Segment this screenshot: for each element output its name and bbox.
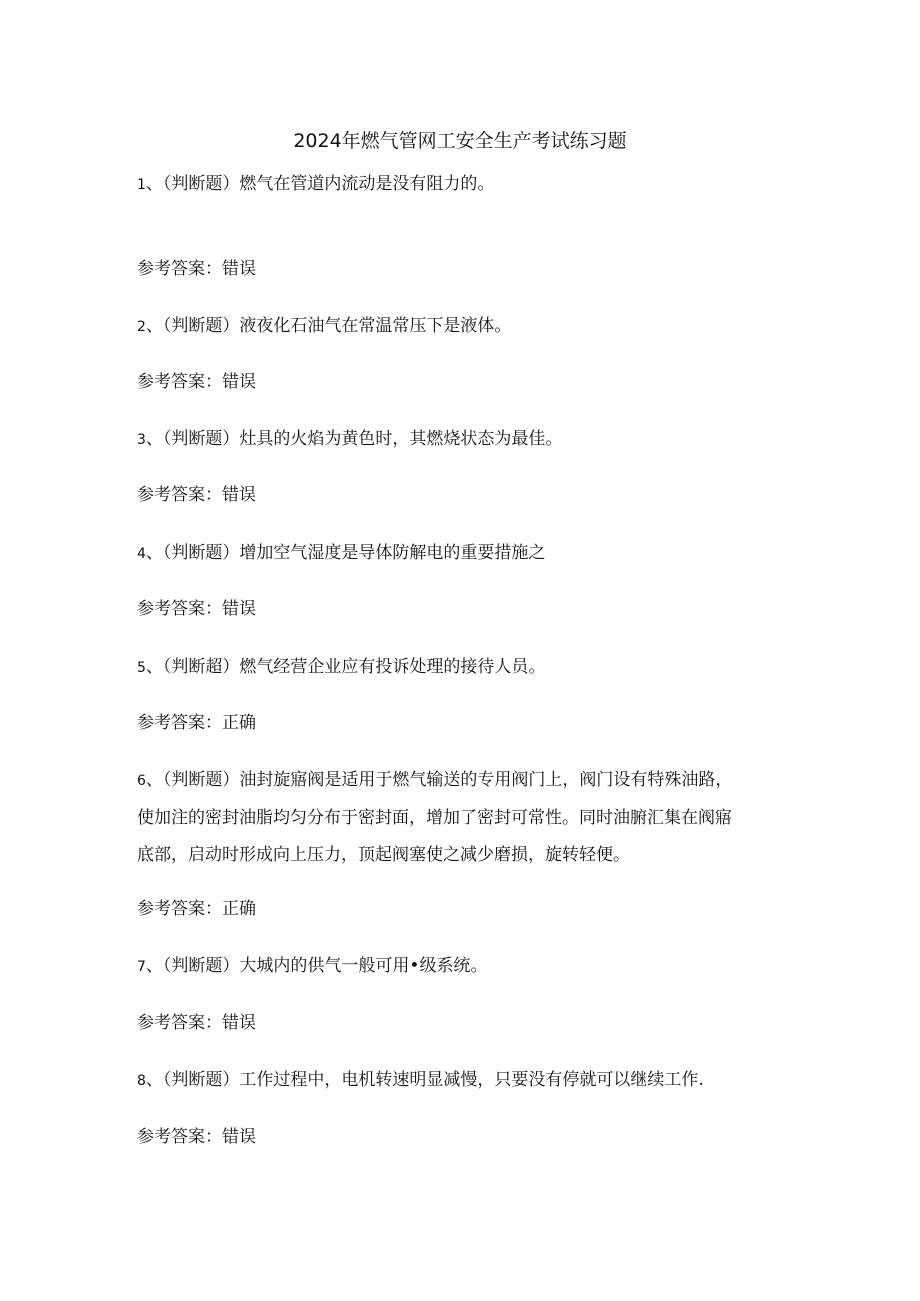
question-separator: 、 [145, 316, 163, 336]
question-line: （判断题）灶具的火焰为黄色时，其燃烧状态为最佳。 [162, 429, 563, 449]
answer-5: 参考答案：正确 [137, 713, 256, 733]
answer-2: 参考答案：错误 [137, 372, 256, 392]
answer-7: 参考答案：错误 [137, 1013, 256, 1033]
question-3 [137, 421, 802, 459]
question-separator: 、 [145, 1070, 163, 1090]
answer-6: 参考答案：正确 [137, 899, 256, 919]
question-text [137, 649, 802, 687]
question-separator: 、 [145, 770, 163, 790]
answer-3: 参考答案：错误 [137, 485, 256, 505]
question-line: 底部，启动时形成向上压力，顶起阀塞使之减少磨损，旋转轻便。 [137, 845, 630, 865]
question-number: 4 [137, 546, 146, 562]
question-line: （判断题）油封旋寤阀是适用于燃气输送的专用阀门上，阀门设有特殊油路， [162, 770, 733, 790]
answer-4: 参考答案：错误 [137, 599, 256, 619]
question-separator: 、 [145, 174, 163, 194]
question-number: 2 [137, 319, 146, 335]
question-separator: 、 [145, 543, 163, 563]
question-separator: 、 [145, 429, 163, 449]
question-1 [137, 166, 802, 204]
question-line: （判断题）液夜化石油气在常温常压下是液体。 [162, 316, 512, 336]
question-line: （判断题）增加空气湿度是导体防解电的重要措施之 [162, 543, 546, 563]
answer-1: 参考答案：错误 [137, 259, 256, 279]
question-number: 3 [137, 432, 146, 448]
question-number: 5 [137, 660, 146, 676]
question-text [137, 421, 802, 459]
question-number: 6 [137, 773, 146, 789]
question-5 [137, 649, 802, 687]
question-7 [137, 948, 802, 986]
document-title: 2024年燃气管网工安全生产考试练习题 [293, 130, 627, 152]
question-text [137, 762, 802, 800]
question-line: （判断题）大城内的供气一般可用•级系统。 [162, 956, 488, 976]
question-text [137, 308, 802, 346]
question-4 [137, 535, 802, 573]
question-line: （判断超）燃气经营企业应有投诉处理的接待人员。 [162, 657, 546, 677]
question-number: 8 [137, 1073, 146, 1089]
question-number: 7 [137, 959, 146, 975]
question-number: 1 [137, 177, 146, 193]
question-text [137, 535, 802, 573]
question-line: 使加注的密封油脂均匀分布于密封面，增加了密封可常性。同时油腑汇集在阀寤 [137, 808, 732, 828]
question-text [137, 166, 802, 204]
question-text [137, 1062, 802, 1100]
question-line: （判断题）工作过程中，电机转速明显减慢，只要没有停就可以继续工作. [162, 1070, 704, 1090]
question-8 [137, 1062, 802, 1100]
answer-8: 参考答案：错误 [137, 1127, 256, 1147]
question-2 [137, 308, 802, 346]
question-line: （判断题）燃气在管道内流动是没有阻力的。 [162, 174, 495, 194]
question-separator: 、 [145, 657, 163, 677]
question-separator: 、 [145, 956, 163, 976]
question-text [137, 948, 802, 986]
question-6 [137, 762, 802, 874]
